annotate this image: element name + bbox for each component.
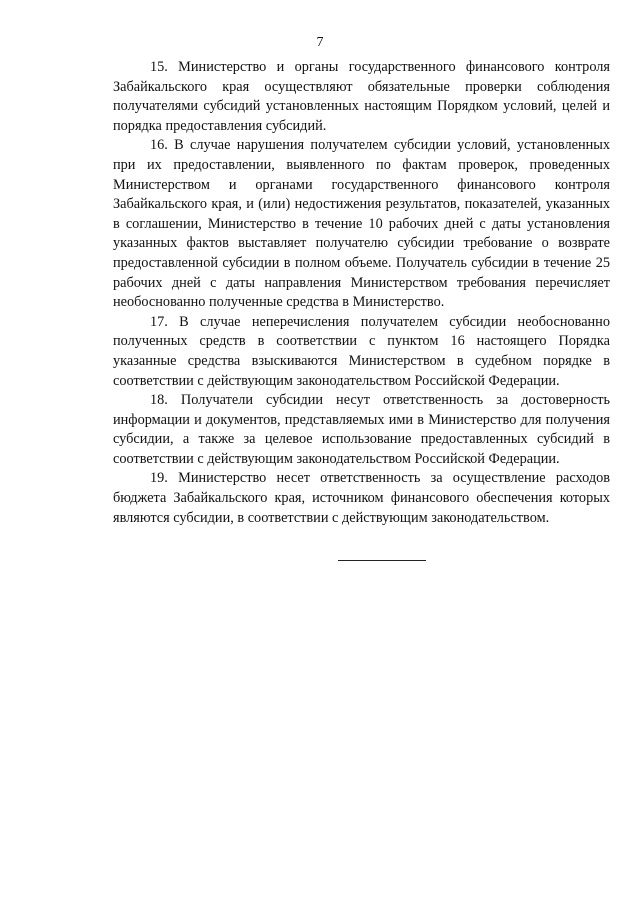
paragraph-18: 18. Получатели субсидии несут ответственность за достоверность информации и документов, представляемых ими в Министерство для получения субсидии, а также за целевое использование предоставленных субсидий в соответствии с действующим законодательством Российской Федерации. [113, 392, 610, 467]
document-body [113, 58, 610, 528]
paragraph-15: 15. Министерство и органы государственного финансового контроля Забайкальского края осуществляют обязательные проверки соблюдения получателями субсидий установленных настоящим Порядком условий, целей и порядка предоставления субсидий. [113, 59, 610, 134]
page-number: 7 [316, 35, 324, 50]
paragraph-17: 17. В случае неперечисления получателем субсидии необоснованно полученных средств в соответствии с пунктом 16 настоящего Порядка указанные средства взыскиваются Министерством в судебном порядке в соответствии с действующим законодательством Российской Федерации. [113, 313, 610, 389]
paragraph-19: 19. Министерство несет ответственность за осуществление расходов бюджета Забайкальского края, источником финансового обеспечения которых являются субсидии, в соответствии с действующим законодательством. [113, 470, 610, 526]
closing-divider [338, 560, 426, 561]
paragraph-16: 16. В случае нарушения получателем субсидии условий, установленных при их предоставлении, выявленного по фактам проверок, проведенных Министерством и органами государственного финансового контроля Забайкальского края, и (или) недостижения результатов, показателей, указанных в соглашении, Министерство в течение 10 рабочих дней с даты установления указанных фактов выставляет получателю субсидии требование о возврате предоставленной субсидии в полном объеме. Получатель субсидии в течение 25 рабочих дней с даты направления Министерством требования перечисляет необоснованно полученные средства в Министерство. [113, 137, 610, 311]
